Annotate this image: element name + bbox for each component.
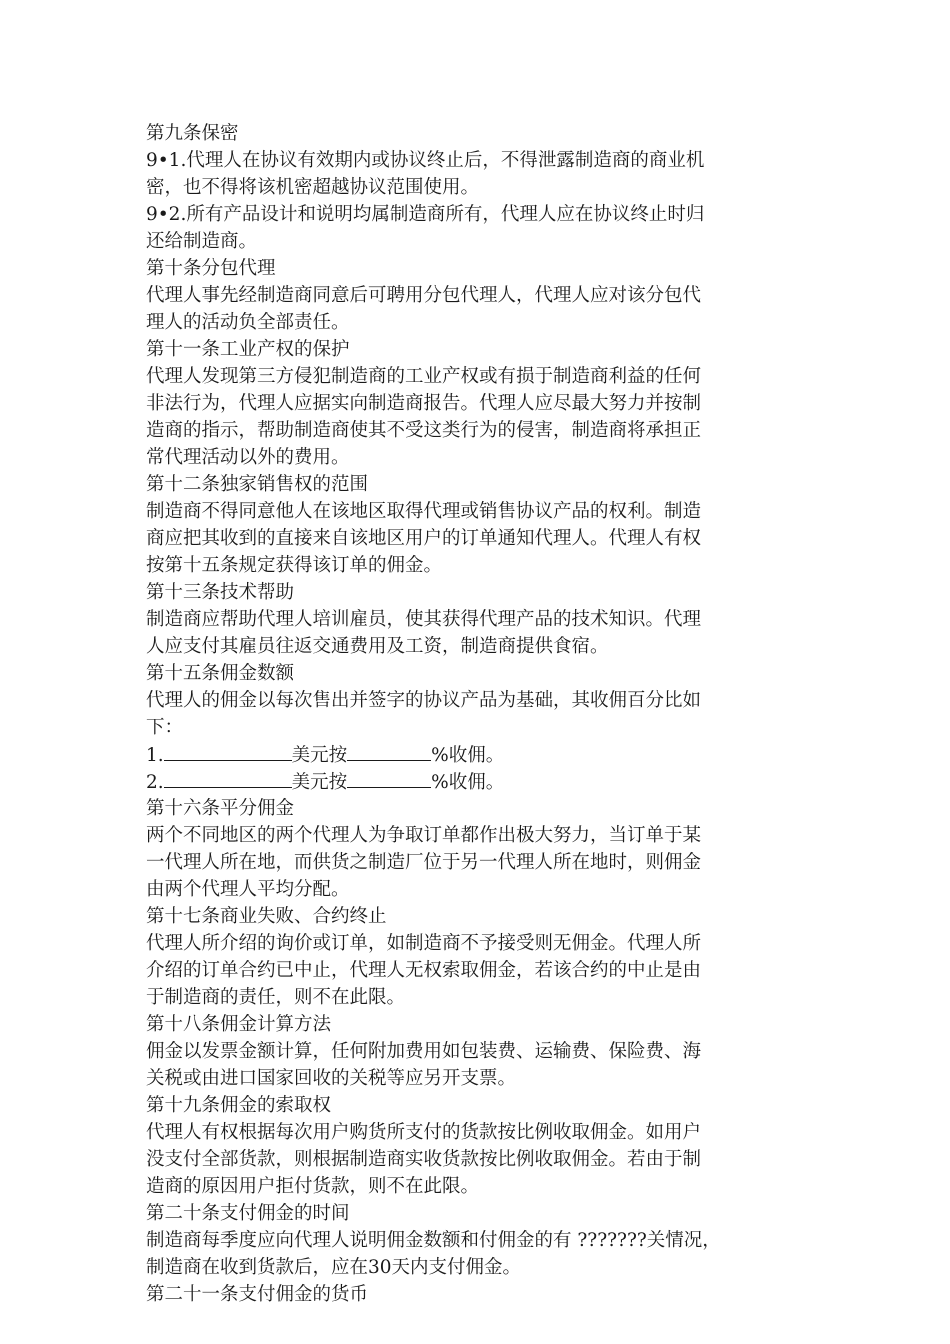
text-line: 佣金以发票金额计算，任何附加费用如包装费、运输费、保险费、海 — [146, 1041, 702, 1062]
percent-blank — [347, 768, 431, 788]
text-line: 还给制造商。 — [146, 231, 258, 252]
text-line: 密，也不得将该机密超越协议范围使用。 — [146, 177, 480, 198]
commission-item-number: 2. — [146, 772, 164, 793]
text-line: 代理人的佣金以每次售出并签字的协议产品为基础，其收佣百分比如 — [146, 690, 702, 711]
commission-item-number: 1. — [146, 745, 164, 766]
text-line: 9•2.所有产品设计和说明均属制造商所有，代理人应在协议终止时归 — [146, 204, 705, 225]
text-line: 按第十五条规定获得该订单的佣金。 — [146, 555, 443, 576]
text-line: 第十二条独家销售权的范围 — [146, 474, 369, 495]
commission-percent-text: %收佣。 — [431, 772, 505, 793]
text-line: 第十八条佣金计算方法 — [146, 1014, 332, 1035]
text-line: 第十三条技术帮助 — [146, 582, 295, 603]
commission-item-1 — [146, 741, 814, 768]
text-line: 代理人所介绍的询价或订单，如制造商不予接受则无佣金。代理人所 — [146, 933, 702, 954]
text-line: 由两个代理人平均分配。 — [146, 879, 350, 900]
percent-blank — [347, 741, 431, 761]
text-line: 第十一条工业产权的保护 — [146, 339, 350, 360]
text-line: 于制造商的责任，则不在此限。 — [146, 987, 406, 1008]
text-line: 制造商应帮助代理人培训雇员，使其获得代理产品的技术知识。代理 — [146, 609, 702, 630]
text-line: 第十九条佣金的索取权 — [146, 1095, 332, 1116]
commission-percent-text: %收佣。 — [431, 745, 505, 766]
document-body — [146, 120, 814, 1308]
text-line: 造商的原因用户拒付货款，则不在此限。 — [146, 1176, 480, 1197]
text-line: 9•1.代理人在协议有效期内或协议终止后，不得泄露制造商的商业机 — [146, 150, 705, 171]
text-line: 第二十条支付佣金的时间 — [146, 1203, 350, 1224]
text-line: 代理人发现第三方侵犯制造商的工业产权或有损于制造商利益的任何 — [146, 366, 702, 387]
text-line: 第十条分包代理 — [146, 258, 276, 279]
amount-blank — [164, 768, 292, 788]
text-line: 第九条保密 — [146, 123, 239, 144]
text-line: 商应把其收到的直接来自该地区用户的订单通知代理人。代理人有权 — [146, 528, 702, 549]
text-line: 没支付全部货款，则根据制造商实收货款按比例收取佣金。若由于制 — [146, 1149, 702, 1170]
text-line: 造商的指示，帮助制造商使其不受这类行为的侵害，制造商将承担正 — [146, 420, 702, 441]
text-line: 两个不同地区的两个代理人为争取订单都作出极大努力，当订单于某 — [146, 825, 702, 846]
commission-item-2 — [146, 768, 814, 795]
text-line: 非法行为，代理人应据实向制造商报告。代理人应尽最大努力并按制 — [146, 393, 702, 414]
text-line: 制造商在收到货款后，应在30天内支付佣金。 — [146, 1257, 522, 1278]
text-line: 下： — [146, 717, 184, 738]
text-section-after-commission — [146, 795, 814, 1308]
text-line: 代理人有权根据每次用户购货所支付的货款按比例收取佣金。如用户 — [146, 1122, 702, 1143]
text-line: 制造商不得同意他人在该地区取得代理或销售协议产品的权利。制造 — [146, 501, 702, 522]
text-line: 第十七条商业失败、合约终止 — [146, 906, 387, 927]
text-line: 第十五条佣金数额 — [146, 663, 295, 684]
amount-blank — [164, 741, 292, 761]
text-line: 制造商每季度应向代理人说明佣金数额和付佣金的有 ???????关情况， — [146, 1230, 721, 1251]
text-line: 第十六条平分佣金 — [146, 798, 295, 819]
text-line: 代理人事先经制造商同意后可聘用分包代理人，代理人应对该分包代 — [146, 285, 702, 306]
text-line: 第二十一条支付佣金的货币 — [146, 1284, 369, 1305]
text-line: 介绍的订单合约已中止，代理人无权索取佣金，若该合约的中止是由 — [146, 960, 702, 981]
commission-currency-text: 美元按 — [291, 745, 348, 766]
text-line: 常代理活动以外的费用。 — [146, 447, 350, 468]
text-line: 人应支付其雇员往返交通费用及工资，制造商提供食宿。 — [146, 636, 609, 657]
text-line: 一代理人所在地，而供货之制造厂位于另一代理人所在地时，则佣金 — [146, 852, 702, 873]
text-line: 关税或由进口国家回收的关税等应另开支票。 — [146, 1068, 517, 1089]
text-section-before-commission — [146, 120, 814, 741]
text-line: 理人的活动负全部责任。 — [146, 312, 350, 333]
commission-currency-text: 美元按 — [291, 772, 348, 793]
